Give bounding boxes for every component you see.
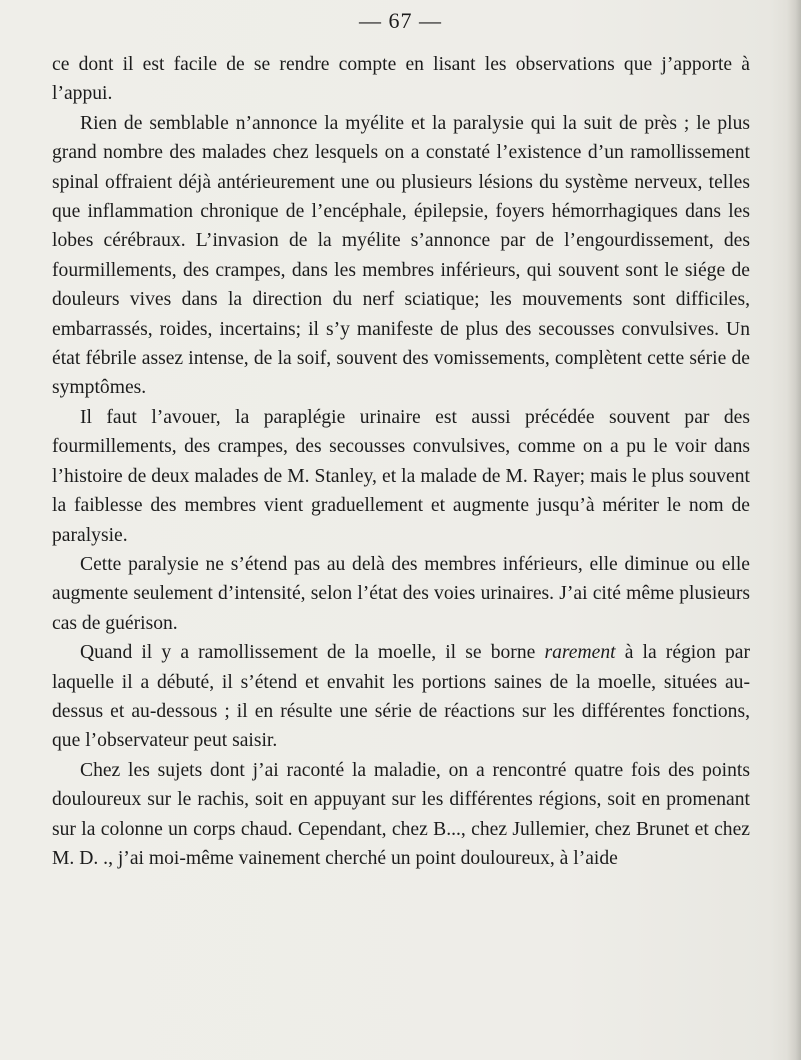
paragraph-myelite-onset: Rien de semblable n’annonce la myélite et la paralysie qui la suit de près ; le plus grand nombre des malades chez lesquels on a constaté l’existence d’un ramollissement spinal offraient déjà antérieurement une ou plusieurs lésions du système nerveux, telles que inflammation chronique de l’encéphale, épilepsie, foyers hémorrhagiques dans les lobes cérébraux. L’invasion de la myélite s’annonce par de l’engourdissement, des fourmillements, des crampes, dans les membres inférieurs, qui souvent sont le siége de douleurs vives dans la direction du nerf sciatique; les mouvements sont difficiles, embarrassés, roides, incertains; il s’y manifeste de plus des secousses convulsives. Un état fébrile assez intense, de la soif, souvent des vomissements, complètent cette série de symptômes. <box>52 112 750 399</box>
paragraph-ramollissement-after: à la région par laquelle il a débuté, il s’étend et envahit les portions saines de la moelle, situées au-dessus et au-dessous ; il en résulte une série de réactions sur les différentes fonctions, que l’observateur peut saisir. <box>52 642 750 752</box>
page-edge-shadow <box>787 0 801 1060</box>
page-number-header: — 67 — <box>359 8 442 33</box>
paragraph-continued: ce dont il est facile de se rendre compte en lisant les observations que j’apporte à l’appui. <box>52 54 750 105</box>
paragraph-ramollissement <box>52 638 750 756</box>
emphasis-rarement: rarement <box>544 642 616 664</box>
paragraph-paralysie-extent: Cette paralysie ne s’étend pas au delà des membres inférieurs, elle diminue ou elle augmente seulement d’intensité, selon l’état des voies urinaires. J’ai cité même plusieurs cas de guérison. <box>52 553 750 634</box>
paragraph-paraplegie-urinaire: Il faut l’avouer, la paraplégie urinaire est aussi précédée souvent par des fourmillements, des crampes, des secousses convulsives, comme on a pu le voir dans l’histoire de deux malades de M. Stanley, et la malade de M. Rayer; mais le plus souvent la faiblesse des membres vient graduellement et augmente jusqu’à mériter le nom de paralysie. <box>52 406 750 546</box>
paragraph-ramollissement-before: Quand il y a ramollissement de la moelle, il se borne <box>80 642 545 664</box>
body-text <box>52 50 750 873</box>
paragraph-points-douloureux: Chez les sujets dont j’ai raconté la maladie, on a rencontré quatre fois des points douloureux sur le rachis, soit en appuyant sur les différentes régions, soit en promenant sur la colonne un corps chaud. Cependant, chez B..., chez Jullemier, chez Brunet et chez M. D. ., j’ai moi-même vainement cherché un point douloureux, à l’aide <box>52 759 750 869</box>
